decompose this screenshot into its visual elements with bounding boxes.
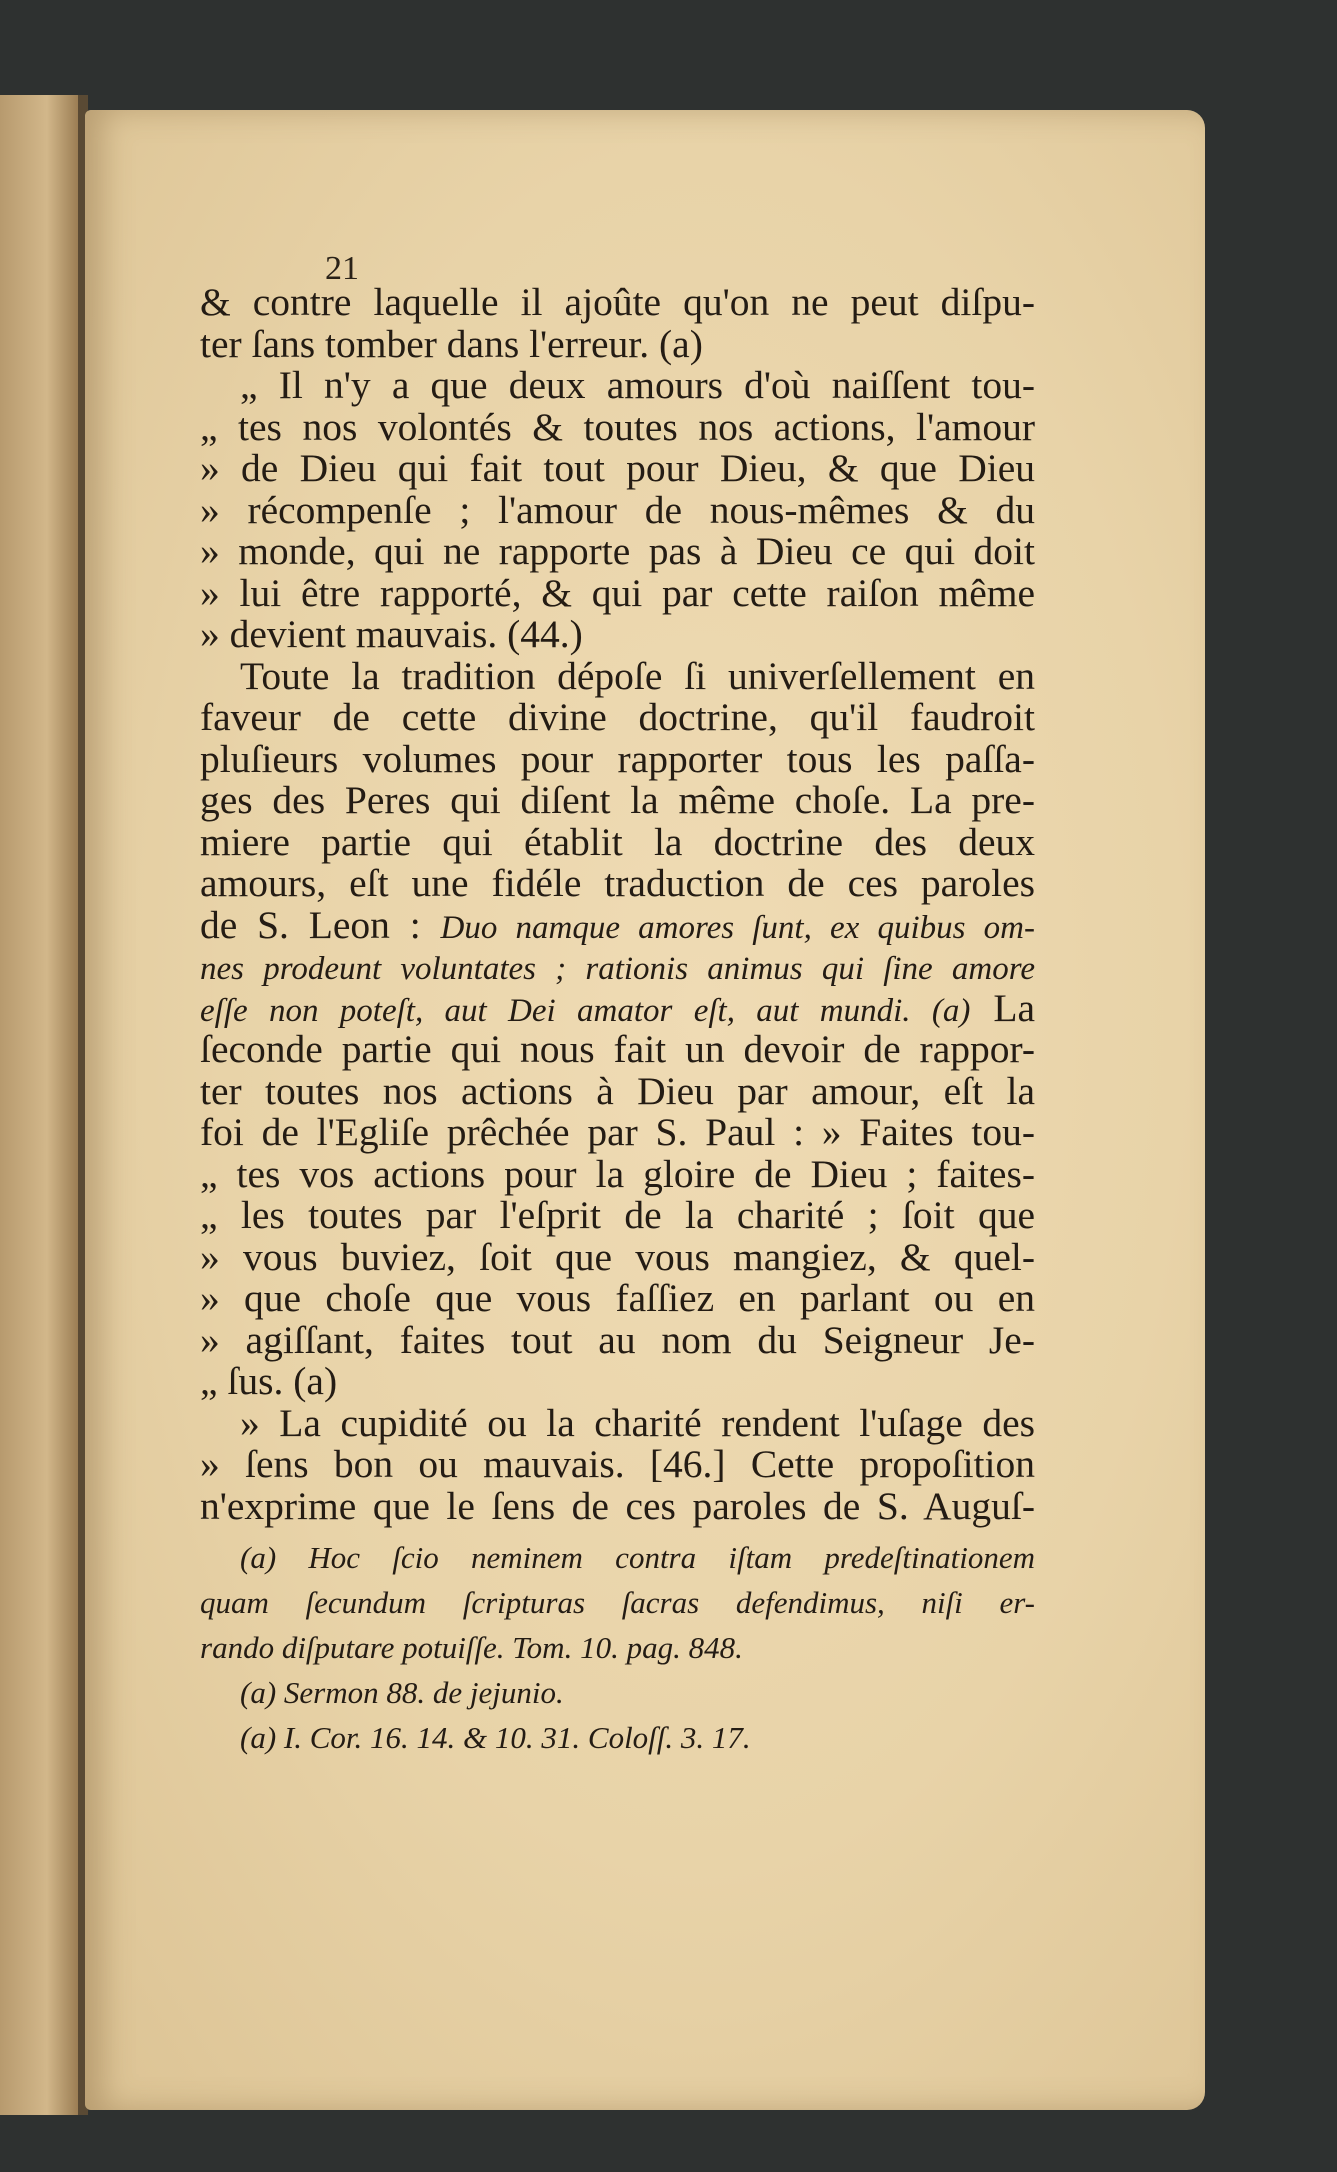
text-line: faveur de cette divine doctrine, qu'il faudroit <box>200 695 1035 739</box>
text-line: Toute la tradition dépoſe ſi univerſellement en <box>240 653 1035 698</box>
text-line: » devient mauvais. (44.) <box>200 612 583 656</box>
text-line: » de Dieu qui fait tout pour Dieu, & que Dieu <box>200 446 1035 490</box>
text-line: ter ſans tomber dans l'erreur. (a) <box>200 321 703 366</box>
text-line: » monde, qui ne rapporte pas à Dieu ce qui doit <box>200 529 1035 573</box>
text-line <box>200 902 1036 947</box>
text-line: » La cupidité ou la charité rendent l'uſage des <box>240 1400 1035 1445</box>
text-line: „ ſus. (a) <box>200 1359 338 1403</box>
text-line: „ tes nos volontés & toutes nos actions, l'amour <box>200 404 1035 449</box>
text-line: » lui être rapporté, & qui par cette raiſon même <box>200 570 1035 615</box>
footnote-line: quam ſecundum ſcripturas ſacras defendimus, niſi er- <box>200 1585 1035 1620</box>
footnotes <box>200 1535 1035 1760</box>
text-line: amours, eſt une fidéle traduction de ces paroles <box>200 861 1035 905</box>
text-line: ges des Peres qui diſent la même choſe. La pre- <box>200 778 1035 822</box>
text-span: de S. Leon : <box>200 902 421 947</box>
latin-quote: Duo namque amores ſunt, ex quibus om- <box>440 909 1036 946</box>
footnote-line: rando diſputare potuiſſe. Tom. 10. pag. 848. <box>200 1630 743 1665</box>
text-line: ter toutes nos actions à Dieu par amour, eſt la <box>200 1068 1035 1113</box>
text-line: & contre laquelle il ajoûte qu'on ne peut diſpu- <box>200 280 1035 324</box>
text-line: » que choſe que vous faſſiez en parlant ou en <box>200 1276 1035 1320</box>
text-line: „ Il n'y a que deux amours d'où naiſſent tou- <box>240 363 1035 407</box>
text-line: miere partie qui établit la doctrine des deux <box>200 819 1035 864</box>
text-line <box>200 946 1035 988</box>
text-line: pluſieurs volumes pour rapporter tous les paſſa- <box>200 736 1035 781</box>
text-line: » agiſſant, faites tout au nom du Seigneur Je- <box>200 1317 1035 1362</box>
main-text <box>200 282 1035 1527</box>
footnote-line: (a) I. Cor. 16. 14. & 10. 31. Coloſſ. 3. 17. <box>240 1720 751 1755</box>
text-line: foi de l'Egliſe prêchée par S. Paul : » Faites tou- <box>200 1110 1035 1154</box>
text-line: ſeconde partie qui nous fait un devoir de rappor- <box>200 1027 1035 1071</box>
footnote-line: (a) Hoc ſcio neminem contra iſtam predeſtinationem <box>240 1540 1035 1575</box>
footnote-line: (a) Sermon 88. de jejunio. <box>240 1675 564 1710</box>
text-line: » ſens bon ou mauvais. [46.] Cette propoſition <box>200 1442 1035 1486</box>
text-line: „ les toutes par l'eſprit de la charité ; ſoit que <box>200 1193 1035 1237</box>
latin-quote: nes prodeunt voluntates ; rationis animus qui ſine amore <box>200 951 1035 987</box>
text-line: „ tes vos actions pour la gloire de Dieu ; faites- <box>200 1151 1035 1196</box>
facing-page-edge <box>0 95 85 2115</box>
text-line: » récompenſe ; l'amour de nous-mêmes & du <box>200 487 1035 532</box>
text-line: » vous buviez, ſoit que vous mangiez, & quel- <box>200 1234 1035 1279</box>
text-line <box>200 985 1035 1030</box>
page-number: 21 <box>325 250 359 287</box>
text-line: n'exprime que le ſens de ces paroles de S. Auguſ- <box>200 1483 1035 1528</box>
text-span: La <box>993 985 1035 1030</box>
latin-quote: eſſe non poteſt, aut Dei amator eſt, aut mundi. (a) <box>200 992 971 1029</box>
